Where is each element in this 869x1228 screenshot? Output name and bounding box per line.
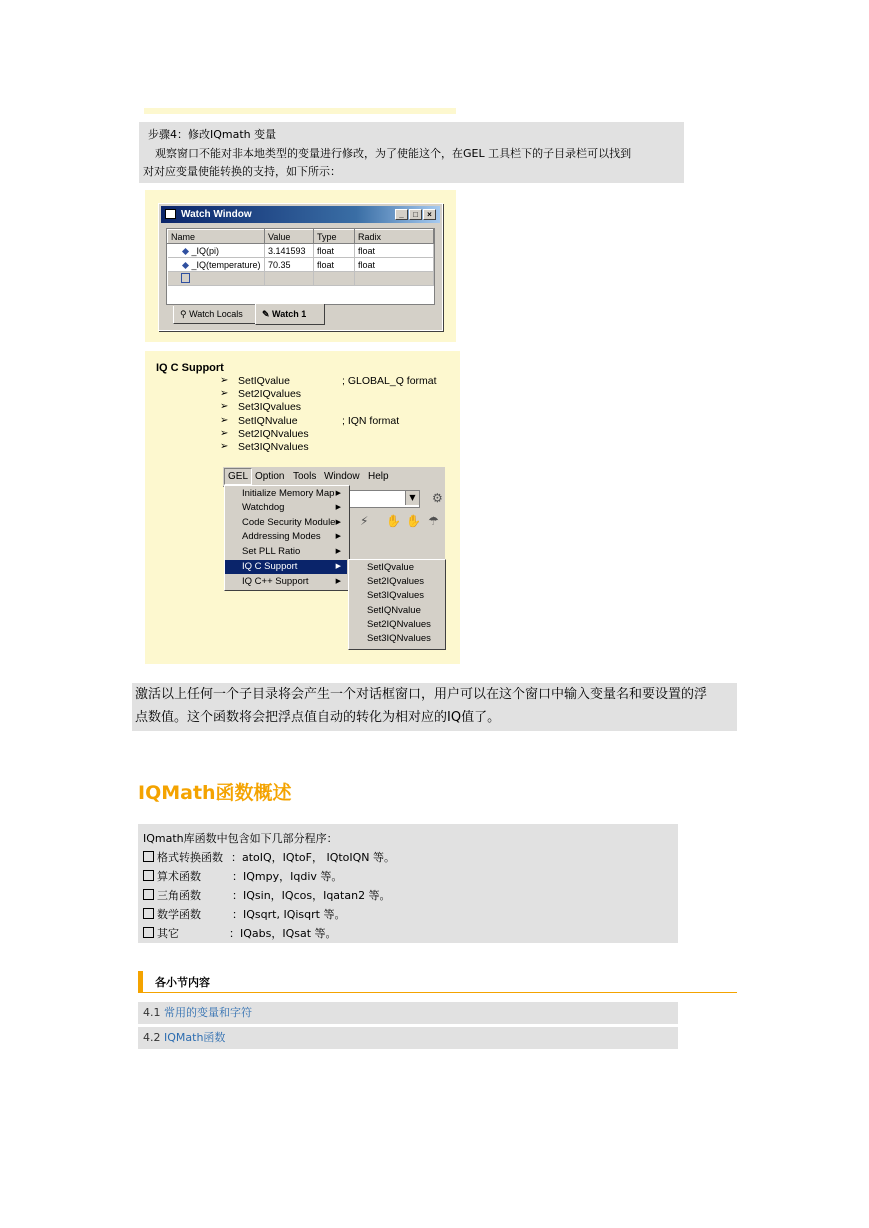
list-item: 数学函数 ：IQsqrt, IQisqrt 等。 [143, 906, 345, 922]
iq-item: Set2IQvalues [238, 388, 302, 400]
halt-icon[interactable]: ✋ [406, 514, 421, 528]
submenu-arrow-icon: ▶ [335, 490, 341, 497]
menu-help[interactable]: Help [368, 471, 389, 482]
new-item-icon [181, 273, 190, 283]
paragraph-line-1: 激活以上任何一个子目录将会产生一个对话框窗口，用户可以在这个窗口中输入变量名和要设置的浮 [135, 687, 708, 702]
tool-icon[interactable]: ☂ [428, 514, 439, 528]
window-icon [165, 209, 176, 219]
menu-gel[interactable]: GEL [224, 468, 252, 485]
new-entry-row[interactable] [168, 272, 434, 286]
checkbox-icon [143, 908, 154, 919]
menu-item[interactable]: Initialize Memory Map ▶ [242, 488, 341, 499]
iq-item: SetIQvalue [238, 375, 290, 387]
submenu-arrow-icon: ▶ [335, 504, 341, 511]
tool-icon[interactable]: ⚡ [360, 514, 369, 528]
submenu-item[interactable]: SetIQvalue [367, 562, 414, 573]
toolbar-area [348, 486, 445, 559]
variable-icon [181, 247, 188, 254]
watch-window-title: Watch Window [181, 209, 252, 220]
menu-window[interactable]: Window [324, 471, 360, 482]
watch-tabs [165, 304, 435, 326]
iq-item: SetIQNvalue [238, 415, 298, 427]
bullet-arrow: ➢ [220, 415, 229, 426]
menu-item-highlighted[interactable]: IQ C Support ▶ [225, 560, 347, 574]
menu-item[interactable]: Code Security Module ▶ [242, 517, 341, 528]
menu-item[interactable]: Addressing Modes ▶ [242, 531, 341, 542]
bullet-arrow: ➢ [220, 388, 229, 399]
link-number: 4.1 [143, 1006, 161, 1019]
contents-link-row[interactable] [138, 1002, 678, 1024]
tab-watch-locals[interactable]: ⚲ Watch Locals [173, 306, 257, 324]
watch-grid [166, 228, 435, 305]
iq-item: Set2IQNvalues [238, 428, 309, 440]
menu-item[interactable]: Set PLL Ratio ▶ [242, 546, 341, 557]
bullet-arrow: ➢ [220, 441, 229, 452]
bullet-arrow: ➢ [220, 401, 229, 412]
list-item: 其它 ：IQabs，IQsat 等。 [143, 925, 337, 941]
list-item: 三角函数 ：IQsin，IQcos，Iqatan2 等。 [143, 887, 391, 903]
iq-support-heading: IQ C Support [156, 362, 224, 374]
step-line-2: 观察窗口不能对非本地类型的变量进行修改，为了使能这个，在GEL 工具栏下的子目录栏可以找到 [155, 147, 632, 160]
tool-icon[interactable]: ⚙ [432, 491, 443, 505]
iq-c-submenu [348, 559, 446, 650]
section-divider [138, 992, 737, 993]
step-line-3: 对对应变量使能转换的支持，如下所示： [143, 165, 341, 178]
menu-item[interactable]: IQ C++ Support ▶ [242, 576, 341, 587]
menu-tools[interactable]: Tools [293, 471, 317, 482]
watch-window [158, 203, 443, 331]
step-title: 步骤4：修改IQmath 变量 [148, 128, 277, 141]
library-list-box [138, 824, 678, 943]
bullet-arrow: ➢ [220, 428, 229, 439]
variable-icon [181, 261, 188, 268]
list-item: 格式转换函数 ：atoIQ，IQtoF， IQtoIQN 等。 [143, 849, 395, 865]
checkbox-icon [143, 889, 154, 900]
tab-watch-1[interactable]: ✎ Watch 1 [255, 304, 325, 325]
col-type-header[interactable]: Type [314, 230, 355, 244]
row-value: 70.35 [265, 258, 314, 272]
top-divider [144, 108, 456, 114]
contents-title: 各小节内容 [155, 976, 210, 989]
watch-window-titlebar[interactable] [161, 206, 440, 223]
iq-item-note: ; IQN format [342, 415, 400, 427]
row-value: 3.141593 [265, 244, 314, 258]
toolbar-combo[interactable] [348, 490, 420, 508]
submenu-item[interactable]: Set2IQNvalues [367, 619, 431, 630]
row-name: _IQ(temperature) [191, 259, 261, 270]
bullet-arrow: ➢ [220, 375, 229, 386]
minimize-button[interactable]: _ [395, 209, 408, 220]
checkbox-icon [143, 870, 154, 881]
gel-dropdown-menu [224, 485, 350, 591]
col-value-header[interactable]: Value [265, 230, 314, 244]
submenu-item[interactable]: Set2IQvalues [367, 576, 425, 587]
section-heading: IQMath函数概述 [138, 782, 292, 804]
col-radix-header[interactable]: Radix [355, 230, 434, 244]
row-radix: float [355, 258, 434, 272]
step-text-box [139, 122, 684, 183]
hand-icon[interactable]: ✋ [386, 514, 401, 528]
menu-option[interactable]: Option [255, 471, 285, 482]
menu-item[interactable]: Watchdog ▶ [242, 502, 341, 513]
paragraph-line-2: 点数值。这个函数将会把浮点值自动的转化为相对应的IQ值了。 [135, 710, 501, 725]
library-intro: IQmath库函数中包含如下几部分程序： [143, 832, 338, 845]
table-row[interactable] [168, 244, 434, 258]
list-item: 算术函数 ：IQmpy，Iqdiv 等。 [143, 868, 342, 884]
submenu-item[interactable]: Set3IQNvalues [367, 633, 431, 644]
submenu-arrow-icon: ▶ [335, 563, 341, 570]
close-button[interactable]: × [423, 209, 436, 220]
table-row[interactable] [168, 258, 434, 272]
iq-item-note: ; GLOBAL_Q format [342, 375, 437, 387]
contents-link[interactable]: IQMath函数 [164, 1031, 226, 1044]
checkbox-icon [143, 927, 154, 938]
row-type: float [314, 258, 355, 272]
section-accent-bar [138, 971, 143, 992]
maximize-button[interactable]: □ [409, 209, 422, 220]
submenu-item[interactable]: Set3IQvalues [367, 590, 425, 601]
submenu-item[interactable]: SetIQNvalue [367, 605, 421, 616]
submenu-arrow-icon: ▶ [335, 578, 341, 585]
menu-bar [223, 467, 445, 487]
link-number: 4.2 [143, 1031, 161, 1044]
row-radix: float [355, 244, 434, 258]
chevron-down-icon[interactable]: ▼ [405, 491, 419, 505]
explanation-paragraph [132, 683, 737, 731]
iq-item: Set3IQNvalues [238, 441, 309, 453]
submenu-arrow-icon: ▶ [335, 533, 341, 540]
checkbox-icon [143, 851, 154, 862]
col-name-header[interactable]: Name [168, 230, 265, 244]
submenu-arrow-icon: ▶ [335, 548, 341, 555]
contents-link[interactable]: 常用的变量和字符 [164, 1006, 252, 1019]
row-type: float [314, 244, 355, 258]
submenu-arrow-icon: ▶ [335, 519, 341, 526]
iq-item: Set3IQvalues [238, 401, 302, 413]
row-name: _IQ(pi) [191, 245, 220, 256]
contents-link-row[interactable] [138, 1027, 678, 1049]
